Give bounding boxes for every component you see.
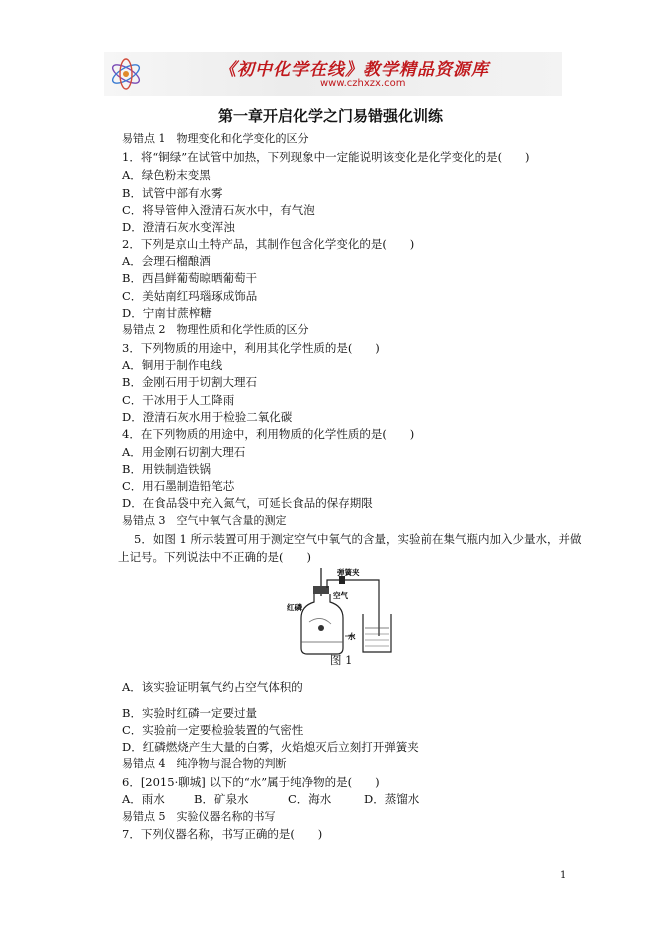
question-2: 2．下列是京山土特产品，其制作包含化学变化的是( ) xyxy=(122,237,415,251)
question-3: 3．下列物质的用途中，利用其化学性质的是( ) xyxy=(122,341,380,355)
figure-caption: 图 1 xyxy=(330,653,353,667)
section-heading-1: 易错点 1 物理变化和化学变化的区分 xyxy=(122,132,309,145)
section-heading-2: 易错点 2 物理性质和化学性质的区分 xyxy=(122,323,309,336)
option-5d: D．红磷燃烧产生大量的白雾，火焰熄灭后立刻打开弹簧夹 xyxy=(122,740,419,754)
question-4: 4．在下列物质的用途中，利用物质的化学性质的是( ) xyxy=(122,427,415,441)
question-6-options xyxy=(122,791,419,807)
question-5-line-1: 5．如图 1 所示装置可用于测定空气中氧气的含量，实验前在集气瓶内加入少量水，并做 xyxy=(134,532,582,546)
banner-url: www.czhxzx.com xyxy=(320,78,406,89)
question-5-line-2: 上记号。下列说法中不正确的是( ) xyxy=(118,550,311,564)
option-6d: D．蒸馏水 xyxy=(364,792,420,806)
option-5c: C．实验前一定要检验装置的气密性 xyxy=(122,723,304,737)
option-3a: A．铜用于制作电线 xyxy=(122,358,223,372)
option-4d: D．在食品袋中充入氮气，可延长食品的保存期限 xyxy=(122,496,373,510)
label-clip: 弹簧夹 xyxy=(337,568,360,577)
option-2a: A．会理石榴酿酒 xyxy=(122,254,211,268)
option-5a: A．该实验证明氧气约占空气体积的 xyxy=(122,680,303,694)
label-phosphorus: 红磷 xyxy=(287,603,302,612)
question-6: 6．[2015·聊城] 以下的“水”属于纯净物的是( ) xyxy=(122,775,380,789)
option-3d: D．澄清石灰水用于检验二氧化碳 xyxy=(122,410,293,424)
page-number: 1 xyxy=(560,870,567,881)
section-heading-5: 易错点 5 实验仪器名称的书写 xyxy=(122,810,276,823)
option-2c: C．美姑南红玛瑙琢成饰品 xyxy=(122,289,258,303)
option-2d: D．宁南甘蔗榨糖 xyxy=(122,306,212,320)
question-7: 7．下列仪器名称，书写正确的是( ) xyxy=(122,827,323,841)
option-4a: A．用金刚石切割大理石 xyxy=(122,445,246,459)
apparatus-figure xyxy=(287,566,397,658)
option-2b: B．西昌鲜葡萄晾晒葡萄干 xyxy=(122,271,257,285)
option-4b: B．用铁制造铁锅 xyxy=(122,462,211,476)
atom-logo-icon xyxy=(106,52,146,96)
option-3c: C．干冰用于人工降雨 xyxy=(122,393,235,407)
option-3b: B．金刚石用于切割大理石 xyxy=(122,375,257,389)
label-air: 空气 xyxy=(333,591,348,600)
section-heading-3: 易错点 3 空气中氧气含量的测定 xyxy=(122,514,287,527)
section-heading-4: 易错点 4 纯净物与混合物的判断 xyxy=(122,757,287,770)
option-5b: B．实验时红磷一定要过量 xyxy=(122,706,257,720)
option-1c: C．将导管伸入澄清石灰水中，有气泡 xyxy=(122,203,315,217)
option-1b: B．试管中部有水雾 xyxy=(122,186,223,200)
document-title: 第一章开启化学之门易错强化训练 xyxy=(217,107,443,125)
label-water: 水 xyxy=(348,632,356,641)
header-banner xyxy=(104,52,562,96)
option-1a: A．绿色粉末变黑 xyxy=(122,168,211,182)
banner-title: 《初中化学在线》教学精品资源库 xyxy=(219,60,489,80)
option-1d: D．澄清石灰水变浑浊 xyxy=(122,220,235,234)
option-6b: B．矿泉水 xyxy=(194,792,249,806)
question-1: 1．将“铜绿”在试管中加热，下列现象中一定能说明该变化是化学变化的是( ) xyxy=(122,150,530,164)
option-4c: C．用石墨制造铅笔芯 xyxy=(122,479,235,493)
option-6c: C．海水 xyxy=(288,792,332,806)
option-6a: A．雨水 xyxy=(122,792,165,806)
